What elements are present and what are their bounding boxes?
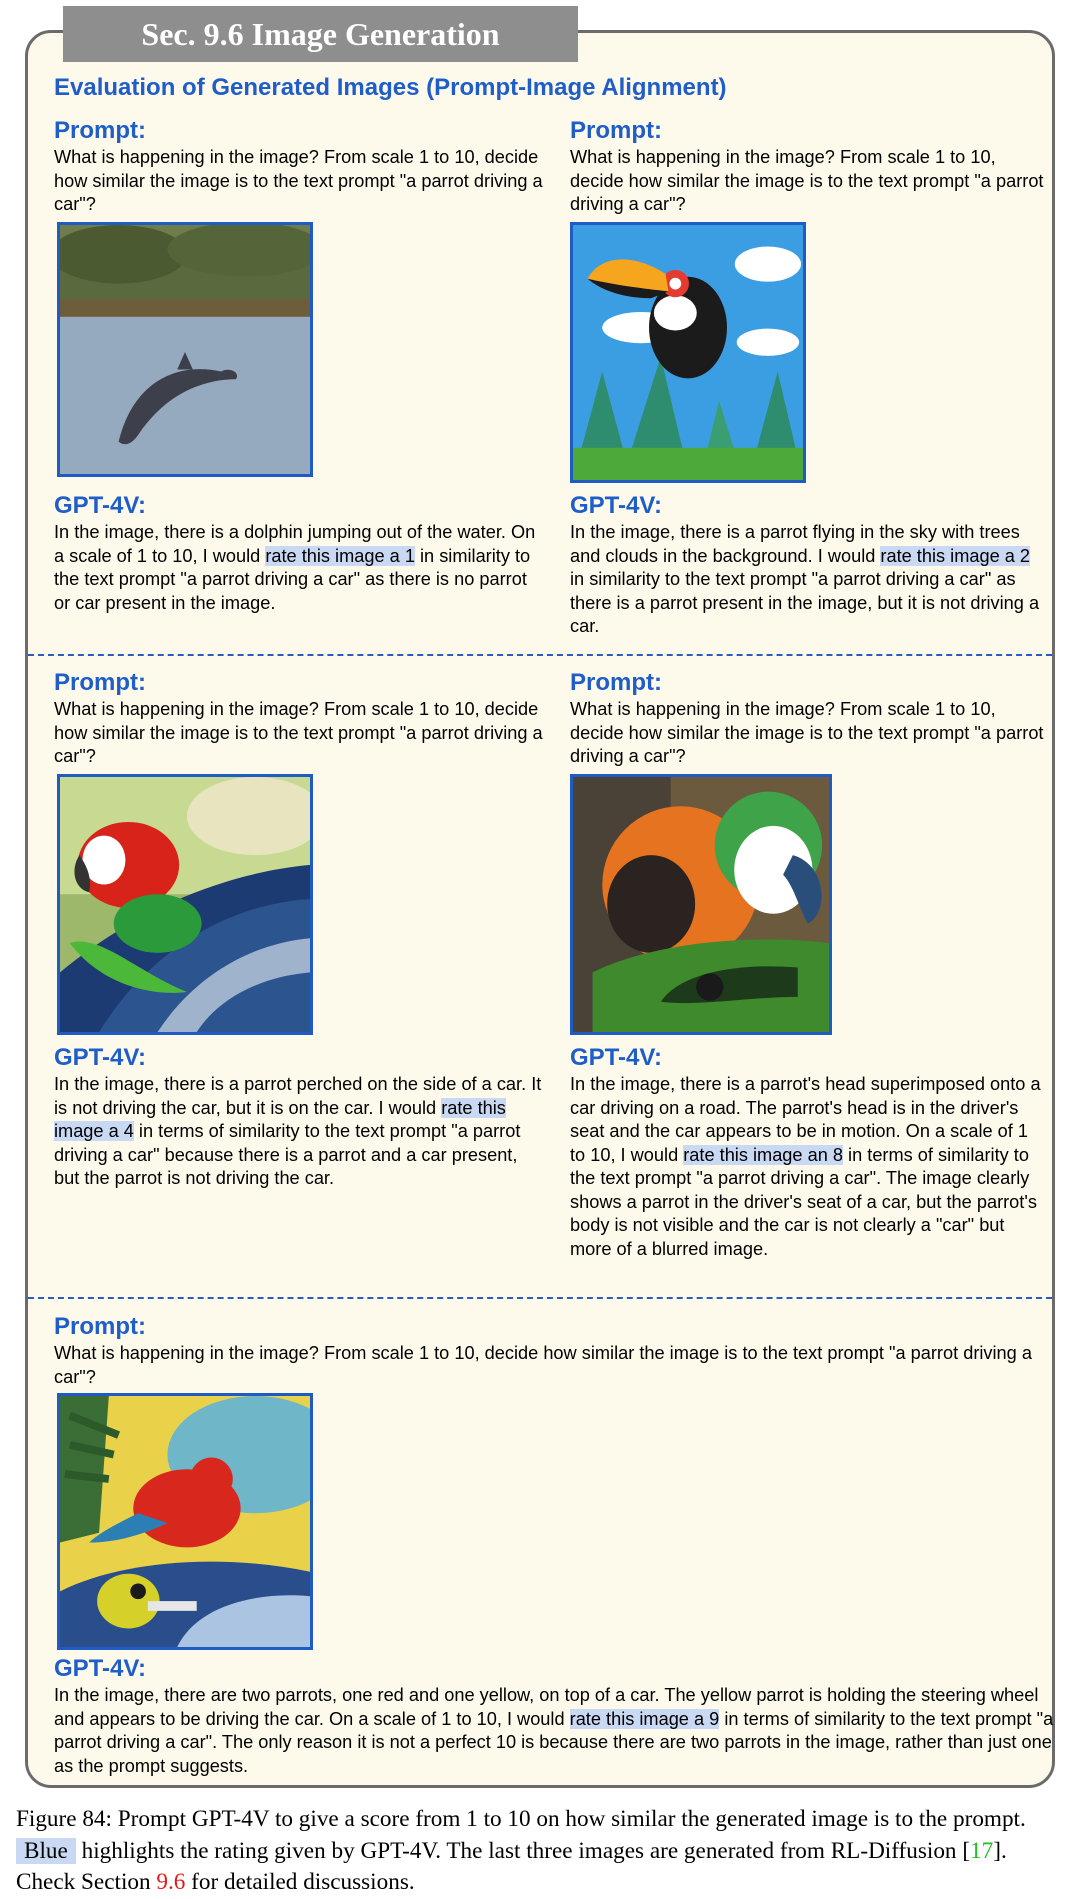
response-text: In the image, there is a parrot perched on the side of a car. It is not driving the car, but it is on the car. I would: [54, 1074, 542, 1118]
gpt4v-response-2: [570, 521, 1048, 639]
dolphin-image: [57, 222, 313, 477]
caption-text: for detailed discussions.: [185, 1869, 415, 1895]
section-link[interactable]: 9.6: [156, 1869, 186, 1895]
gpt4v-label: GPT-4V:: [54, 1044, 147, 1071]
gpt4v-label: GPT-4V:: [54, 492, 147, 519]
response-text: in terms of similarity to the text prompt "a parrot driving a car". The only reason it is not a perfect 10 is because there are two parrots in the image, rather than just one as the prompt suggests.: [54, 1708, 1054, 1776]
caption-text: highlights the rating given by GPT-4V. The last three images are generated from RL-Diffusion [: [75, 1837, 971, 1864]
prompt-label: Prompt:: [54, 117, 146, 144]
prompt-label: Prompt:: [570, 117, 662, 144]
figure-caption: [16, 1804, 1066, 1899]
section-divider: [28, 1297, 1052, 1299]
section-divider: [28, 654, 1052, 656]
prompt-label: Prompt:: [54, 1313, 146, 1340]
prompt-text: What is happening in the image? From scale 1 to 10, decide how similar the image is to the text prompt "a parrot driving a car"?: [570, 147, 1044, 214]
caption-text: Figure 84: Prompt GPT-4V to give a score from 1 to 10 on how similar the generated image is to the prompt.: [16, 1806, 1026, 1832]
rating-highlight: rate this image a 4: [54, 1097, 506, 1141]
rating-highlight: rate this image a 1: [265, 545, 415, 566]
response-text: in terms of similarity to the text prompt "a parrot driving a car". The image clearly shows a parrot in the driver's seat of a car, but the parrot's body is not visible and the car is not clearly a "car" but more of a blurred image.: [570, 1144, 1037, 1259]
gpt4v-response-1: [54, 521, 544, 615]
gpt4v-response-5: [54, 1684, 1054, 1778]
citation-link[interactable]: 17: [970, 1837, 994, 1864]
prompt-label: Prompt:: [54, 669, 146, 696]
response-text: in similarity to the text prompt "a parrot driving a car" as there is no parrot or car present in the image.: [54, 545, 531, 613]
toucan-image: [570, 222, 806, 483]
figure-title: Evaluation of Generated Images (Prompt-Image Alignment): [54, 74, 727, 101]
gpt4v-label: GPT-4V:: [570, 1044, 663, 1071]
prompt-text: What is happening in the image? From scale 1 to 10, decide how similar the image is to the text prompt "a parrot driving a car"?: [570, 699, 1044, 766]
response-text: In the image, there are two parrots, one red and one yellow, on top of a car. The yellow parrot is holding the steering wheel and appears to be driving the car. On a scale of 1 to 10, I would: [54, 1685, 1039, 1729]
rating-highlight: rate this image a 9: [569, 1708, 720, 1729]
prompt-text: What is happening in the image? From scale 1 to 10, decide how similar the image is to the text prompt "a parrot driving a car"?: [54, 699, 543, 766]
parrot-head-car-image: [570, 774, 832, 1035]
response-text: In the image, there is a parrot's head superimposed onto a car driving on a road. The parrot's head is in the driver's seat and the car appears to be in motion. On a scale of 1 to 10, I would: [570, 1074, 1041, 1165]
prompt-text: What is happening in the image? From scale 1 to 10, decide how similar the image is to the text prompt "a parrot driving a car"?: [54, 147, 543, 214]
gpt4v-label: GPT-4V:: [570, 492, 663, 519]
gpt4v-label: GPT-4V:: [54, 1655, 147, 1682]
section-tab: Sec. 9.6 Image Generation: [63, 6, 578, 62]
rating-highlight: rate this image a 2: [880, 545, 1031, 566]
gpt4v-response-4: [570, 1073, 1048, 1261]
response-text: in terms of similarity to the text prompt "a parrot driving a car" because there is a parrot and a car present, but the parrot is not driving the car.: [54, 1121, 521, 1188]
macaw-car-image: [57, 774, 313, 1035]
response-text: in similarity to the text prompt "a parrot driving a car" as there is a parrot present in the image, but it is not driving a car.: [570, 569, 1040, 636]
response-text: In the image, there is a dolphin jumping out of the water. On a scale of 1 to 10, I would: [54, 522, 536, 566]
two-parrots-car-image: [57, 1393, 313, 1650]
rating-highlight: rate this image an 8: [683, 1144, 843, 1165]
response-text: In the image, there is a parrot flying in the sky with trees and clouds in the background. I would: [570, 522, 1020, 566]
prompt-label: Prompt:: [570, 669, 662, 696]
gpt4v-response-3: [54, 1073, 544, 1191]
caption-blue-highlight: Blue: [16, 1838, 76, 1864]
prompt-text: What is happening in the image? From scale 1 to 10, decide how similar the image is to the text prompt "a parrot driving a car"?: [54, 1343, 1032, 1387]
caption-text: ]. Check Section: [16, 1837, 1007, 1895]
